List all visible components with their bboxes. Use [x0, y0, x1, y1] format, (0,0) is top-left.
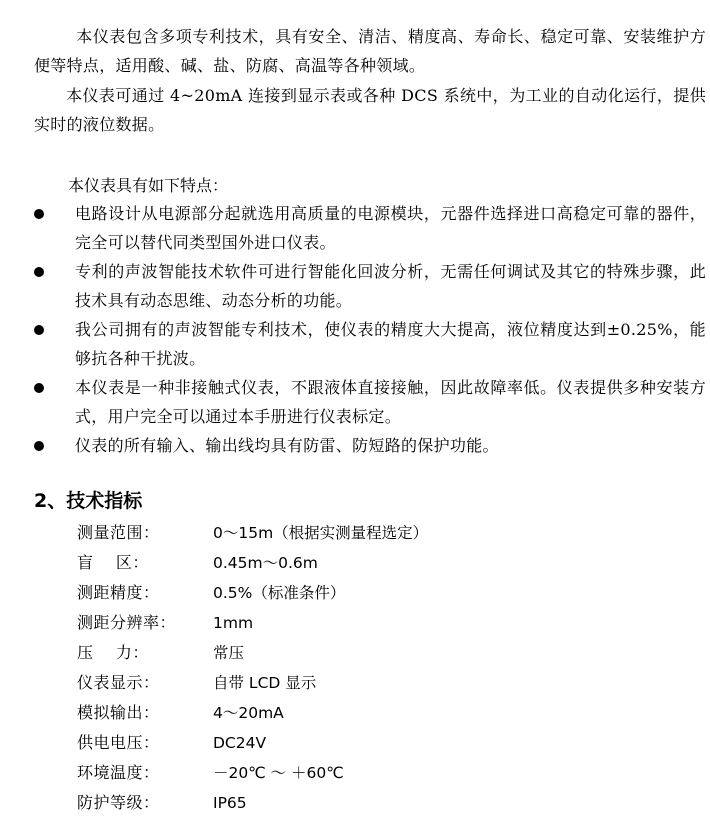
- spec-row: [77, 578, 677, 608]
- list-item-text: 我公司拥有的声波智能专利技术，使仪表的精度大大提高，液位精度达到±0.25%，能够抗各种干扰波。: [75, 320, 706, 368]
- spec-value: 0.45m～0.6m: [213, 554, 318, 572]
- list-item-text: 仪表的所有输入、输出线均具有防雷、防短路的保护功能。: [75, 436, 499, 455]
- intro-paragraph-1-text: 本仪表包含多项专利技术，具有安全、清洁、精度高、寿命长、稳定可靠、安装维护方便等特点，适用酸、碱、盐、防腐、高温等各种领域。: [34, 27, 706, 75]
- intro-paragraph-2-text: 本仪表可通过 4~20mA 连接到显示表或各种 DCS 系统中，为工业的自动化运行，提供实时的液位数据。: [34, 86, 706, 134]
- features-list: [34, 199, 706, 460]
- section-title: 2、技术指标: [34, 490, 143, 512]
- spec-value: DC24V: [213, 734, 267, 752]
- list-item-text: 本仪表是一种非接触式仪表，不跟液体直接接触，因此故障率低。仪表提供多种安装方式，用户完全可以通过本手册进行仪表标定。: [75, 378, 706, 426]
- spec-label: 仪表显示：: [77, 673, 160, 692]
- list-item: [34, 257, 706, 315]
- spec-label: 供电电压：: [77, 733, 160, 752]
- spec-value: 0～15m（根据实测量程选定）: [213, 524, 429, 542]
- bullet-icon: [34, 441, 44, 451]
- intro-paragraph-1: [34, 22, 706, 80]
- spec-value: －20℃ ～ ＋60℃: [213, 764, 344, 782]
- spec-value: 自带 LCD 显示: [213, 674, 317, 692]
- spec-row: [77, 788, 677, 818]
- list-item-text: 专利的声波智能技术软件可进行智能化回波分析，无需任何调试及其它的特殊步骤，此技术具有动态思维、动态分析的功能。: [75, 262, 706, 310]
- list-item: [34, 373, 706, 431]
- bullet-icon: [34, 325, 44, 335]
- list-item-text: 电路设计从电源部分起就选用高质量的电源模块，元器件选择进口高稳定可靠的器件，完全可以替代同类型国外进口仪表。: [75, 204, 706, 252]
- bullet-icon: [34, 209, 44, 219]
- spec-value: 1mm: [213, 614, 254, 632]
- spec-label: 盲 区：: [77, 553, 149, 572]
- intro-paragraph-2: [34, 81, 706, 139]
- list-item: [34, 431, 706, 460]
- spec-label: 压 力：: [77, 643, 149, 662]
- spec-label: 测量范围：: [77, 523, 160, 542]
- spec-label: 环境温度：: [77, 763, 160, 782]
- spec-row: [77, 698, 677, 728]
- spec-value: IP65: [213, 794, 247, 812]
- spec-row: [77, 518, 677, 548]
- spec-row: [77, 728, 677, 758]
- bullet-icon: [34, 267, 44, 277]
- spec-label: 测距精度：: [77, 583, 160, 602]
- spec-row: [77, 668, 677, 698]
- specs-table: [77, 518, 677, 818]
- spec-label: 防护等级：: [77, 793, 160, 812]
- spec-value: 4～20mA: [213, 704, 284, 722]
- spec-row: [77, 608, 677, 638]
- features-intro: 本仪表具有如下特点：: [68, 176, 229, 195]
- spec-row: [77, 758, 677, 788]
- spec-row: [77, 548, 677, 578]
- spec-value: 0.5%（标准条件）: [213, 584, 346, 602]
- spec-value: 常压: [213, 644, 245, 662]
- spec-label: 模拟输出：: [77, 703, 160, 722]
- bullet-icon: [34, 383, 44, 393]
- spec-label: 测距分辨率：: [77, 613, 177, 632]
- list-item: [34, 199, 706, 257]
- spec-row: [77, 638, 677, 668]
- list-item: [34, 315, 706, 373]
